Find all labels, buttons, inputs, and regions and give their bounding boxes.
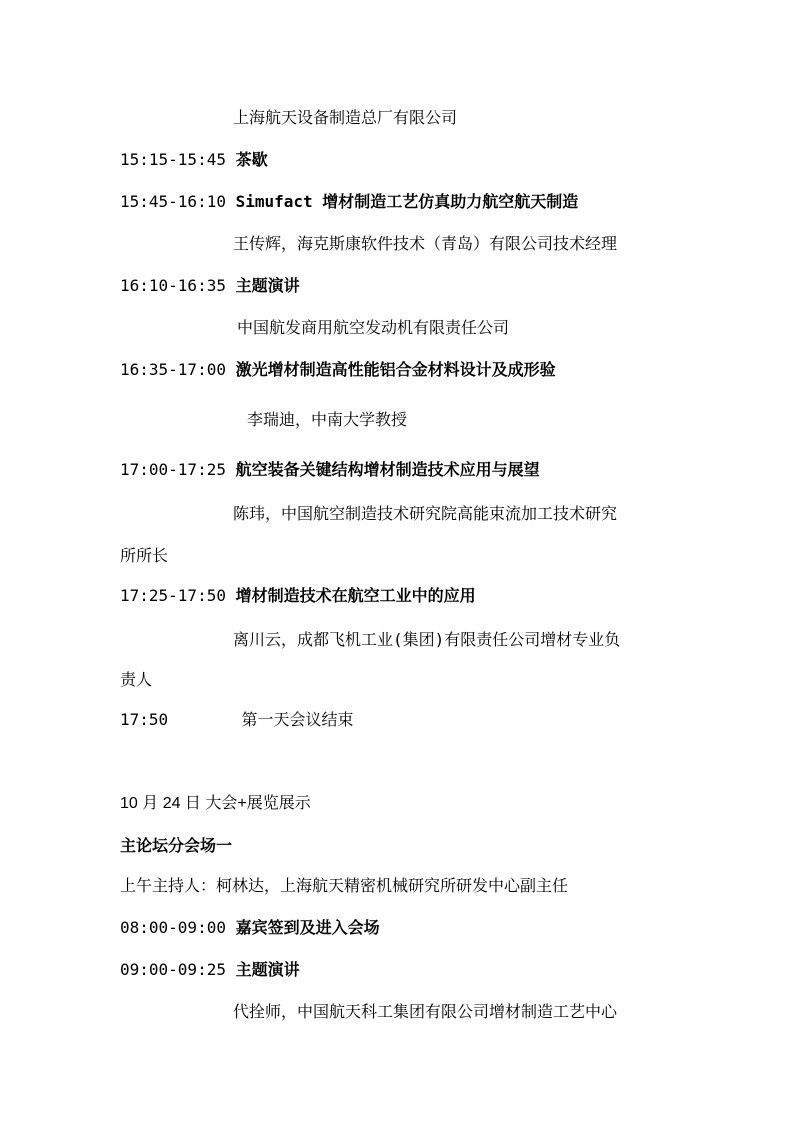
speaker-line-continuation: 责人 <box>120 670 153 689</box>
schedule-item <box>120 276 300 296</box>
time-range: 09:00-09:25 <box>120 960 226 979</box>
speaker-line: 代拴师，中国航天科工集团有限公司增材制造工艺中心 <box>233 1002 618 1021</box>
session-title: 主题演讲 <box>235 960 300 979</box>
schedule-item <box>120 710 353 730</box>
time-range: 15:45-16:10 <box>120 192 226 211</box>
day-heading: 10 月 24 日 大会+展览展示 <box>120 795 311 812</box>
session-title: 航空装备关键结构增材制造技术应用与展望 <box>235 460 540 479</box>
schedule-item <box>120 960 300 980</box>
session-title: 增材制造技术在航空工业中的应用 <box>235 586 476 605</box>
time-range: 08:00-09:00 <box>120 918 226 937</box>
speaker-line-continuation: 所所长 <box>120 546 169 565</box>
host-line: 上午主持人：柯林达，上海航天精密机械研究所研发中心副主任 <box>120 876 569 895</box>
schedule-item <box>120 360 556 380</box>
time-range: 17:00-17:25 <box>120 460 226 479</box>
org-line: 中国航发商用航空发动机有限责任公司 <box>237 318 510 337</box>
schedule-item <box>120 586 476 606</box>
schedule-item <box>120 192 578 212</box>
session-title: Simufact 增材制造工艺仿真助力航空航天制造 <box>235 192 579 211</box>
time-range: 17:25-17:50 <box>120 586 226 605</box>
session-title: 茶歇 <box>235 150 268 169</box>
schedule-item <box>120 150 268 170</box>
session-title: 第一天会议结束 <box>241 710 354 729</box>
time-range: 17:50 <box>120 710 169 729</box>
schedule-item <box>120 460 540 480</box>
time-range: 16:10-16:35 <box>120 276 226 295</box>
time-range: 15:15-15:45 <box>120 150 226 169</box>
forum-heading: 主论坛分会场一 <box>120 836 233 855</box>
schedule-item <box>120 918 380 938</box>
speaker-line: 王传辉，海克斯康软件技术（青岛）有限公司技术经理 <box>233 234 618 253</box>
session-title: 激光增材制造高性能铝合金材料设计及成形验 <box>235 360 556 379</box>
org-line: 上海航天设备制造总厂有限公司 <box>233 108 458 127</box>
speaker-line: 离川云，成都飞机工业(集团)有限责任公司增材专业负 <box>233 630 621 649</box>
speaker-line: 李瑞迪，中南大学教授 <box>247 410 408 429</box>
session-title: 主题演讲 <box>235 276 300 295</box>
time-range: 16:35-17:00 <box>120 360 226 379</box>
session-title: 嘉宾签到及进入会场 <box>235 918 380 937</box>
speaker-line: 陈玮，中国航空制造技术研究院高能束流加工技术研究 <box>233 504 618 523</box>
